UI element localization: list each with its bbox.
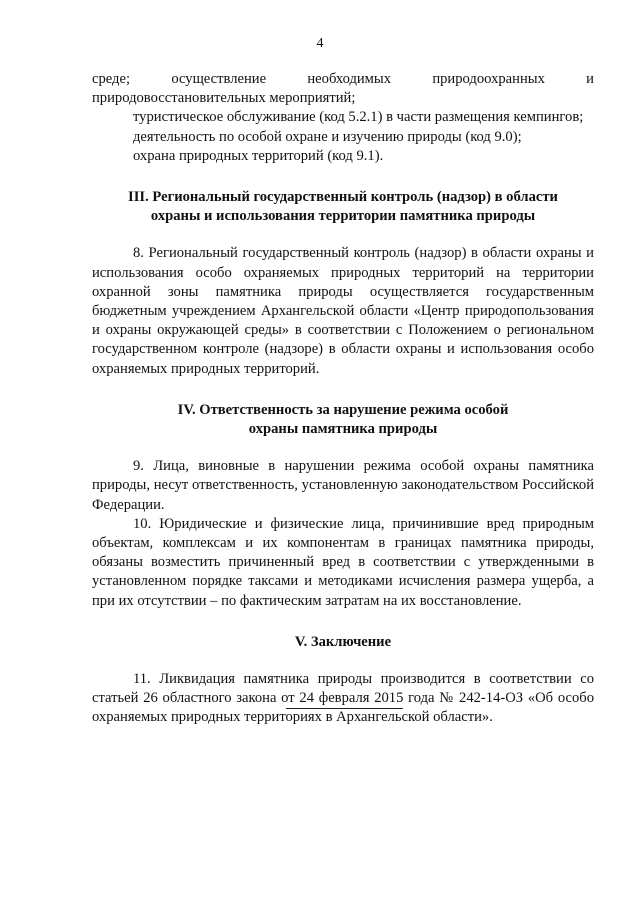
list-item-territory-protection: охрана природных территорий (код 9.1). xyxy=(133,147,384,164)
list-item-camping: туристическое обслуживание (код 5.2.1) в части размещения кемпингов; xyxy=(133,109,584,126)
list-item-nature-study: деятельность по особой охране и изучению природы (код 9.0); xyxy=(133,128,522,145)
document-body xyxy=(92,70,594,728)
section-3-heading-line-2: охраны и использования территории памятника природы xyxy=(150,208,536,225)
intro-continuation: среде; осуществление необходимых природоохранных и природовосстановительных мероприятий; xyxy=(92,71,594,107)
section-4-heading-line-1: IV. Ответственность за нарушение режима особой xyxy=(177,401,509,418)
section-4-heading-line-2: охраны памятника природы xyxy=(248,421,438,438)
paragraph-11: 11. Ликвидация памятника природы производится в соответствии со статьей 26 областного закона от 24 февраля 2015 года № 242-14-ОЗ «Об особо охраняемых природных территориях в Архангельской области». xyxy=(92,671,594,726)
paragraph-9: 9. Лица, виновные в нарушении режима особой охраны памятника природы, несут ответственность, установленную законодательством Российской Федерации. xyxy=(92,458,594,513)
paragraph-8: 8. Региональный государственный контроль (надзор) в области охраны и использования особо охраняемых природных территорий на территории охранной зоны памятника природы осуществляется государственным бюджетным учреждением Архангельской области «Центр природопользования и охраны окружающей среды» в соответствии с Положением о региональном государственном контроле (надзоре) в области охраны и использования особо охраняемых природных территорий. xyxy=(92,245,594,377)
section-3-heading xyxy=(92,188,594,226)
section-3-heading-line-1: III. Региональный государственный контроль (надзор) в области xyxy=(128,189,558,206)
paragraph-10: 10. Юридические и физические лица, причинившие вред природным объектам, комплексам и их компонентам в границах памятника природы, обязаны возместить причиненный вред в соответствии с утвержденными в установленном порядке таксами и методиками исчисления размера ущерба, а при их отсутствии – по фактическим затратам на их восстановление. xyxy=(92,515,594,609)
section-5-heading: V. Заключение xyxy=(294,633,392,650)
section-4-heading xyxy=(92,401,594,439)
closing-divider-line xyxy=(286,708,403,709)
page-number: 4 xyxy=(316,36,324,51)
